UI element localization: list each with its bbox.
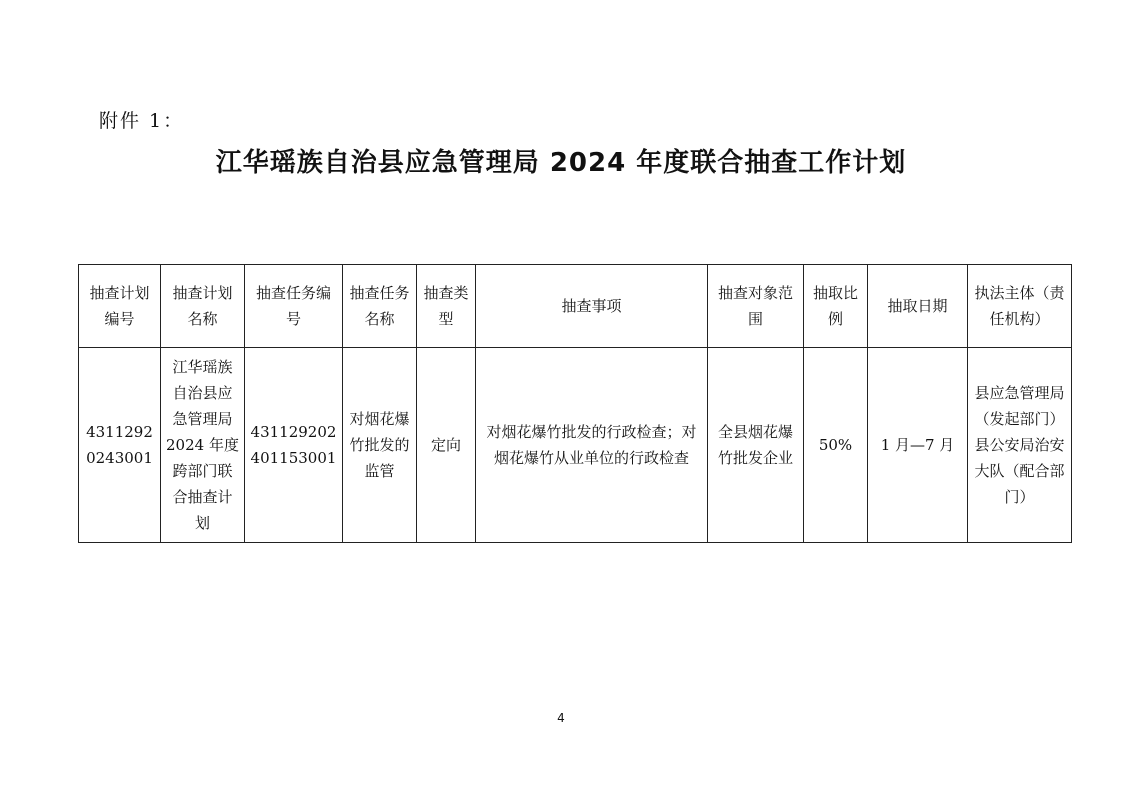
table-header-row (79, 265, 1072, 348)
cell-check-items: 对烟花爆竹批发的行政检查；对烟花爆竹从业单位的行政检查 (476, 348, 708, 543)
page-number: 4 (557, 711, 565, 725)
header-task-no: 抽查任务编号 (245, 265, 343, 348)
header-authority: 执法主体（责任机构） (968, 265, 1072, 348)
cell-authority (968, 348, 1072, 543)
header-plan-name: 抽查计划名称 (161, 265, 245, 348)
table-row (79, 348, 1072, 543)
header-date: 抽取日期 (868, 265, 968, 348)
cell-object-scope: 全县烟花爆竹批发企业 (708, 348, 804, 543)
header-task-name: 抽查任务名称 (343, 265, 417, 348)
header-ratio: 抽取比例 (804, 265, 868, 348)
cell-ratio: 50% (804, 348, 868, 543)
authority-cooperator: 县公安局治安大队（配合部门） (974, 436, 1065, 506)
cell-task-name: 对烟花爆竹批发的监管 (343, 348, 417, 543)
cell-check-type: 定向 (417, 348, 476, 543)
cell-plan-name: 江华瑶族自治县应急管理局 2024 年度跨部门联合抽查计划 (161, 348, 245, 543)
header-object-scope: 抽查对象范围 (708, 265, 804, 348)
cell-date: 1 月—7 月 (868, 348, 968, 543)
header-check-items: 抽查事项 (476, 265, 708, 348)
authority-initiator: 县应急管理局（发起部门） (974, 384, 1065, 428)
cell-plan-no: 43112920243001 (79, 348, 161, 543)
attachment-label: 附件 1： (99, 110, 185, 132)
inspection-plan-table (78, 264, 1072, 543)
page-title: 江华瑶族自治县应急管理局 2024 年度联合抽查工作计划 (215, 148, 907, 178)
header-plan-no: 抽查计划编号 (79, 265, 161, 348)
cell-task-no: 431129202401153001 (245, 348, 343, 543)
header-check-type: 抽查类型 (417, 265, 476, 348)
